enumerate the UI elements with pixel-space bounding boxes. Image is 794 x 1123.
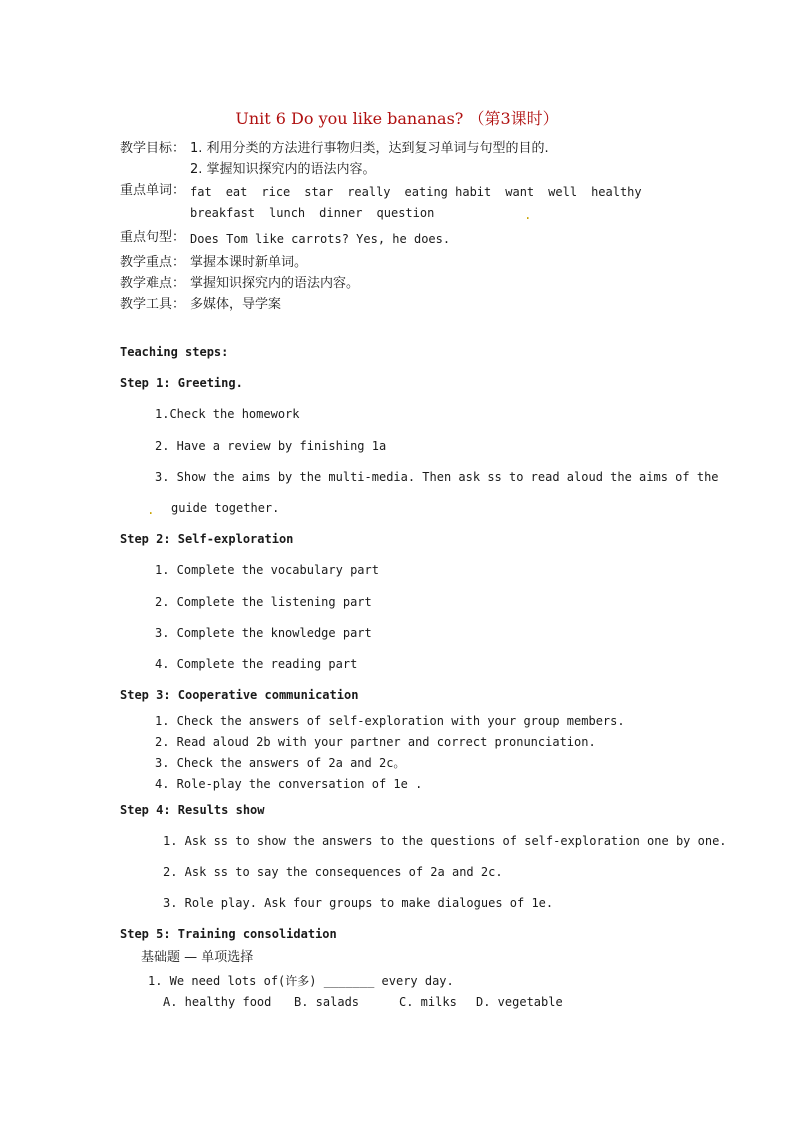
step-4-item: 2. Ask ss to say the consequences of 2a and 2c. [163,865,503,879]
step-2-title: Step 2: Self-exploration [120,532,294,546]
step-4-item: 3. Role play. Ask four groups to make dialogues of 1e. [163,896,554,910]
vocab-word: question [376,206,435,220]
page-title: Unit 6 Do you like bananas? （第3课时） [235,109,559,128]
option-a: A. healthy food [163,995,272,1009]
step-1-item: 1.Check the homework [155,407,300,421]
vocab-word: eating habit [404,185,492,199]
vocab-word: really [347,185,391,199]
vocab-row-2 [190,205,448,221]
step-1-item: 2. Have a review by finishing 1a [155,439,387,453]
vocab-word: eat [225,185,248,199]
vocab-word: rice [261,185,291,199]
step-2-item: 1. Complete the vocabulary part [155,563,379,577]
sentence-label: 重点句型： [120,230,186,245]
vocab-word: lunch [269,206,306,220]
step-1-item: guide together. [171,501,280,515]
vocab-word: healthy [591,185,642,199]
step-3-item: 1. Check the answers of self-exploration with your group members. [155,714,625,728]
key-sentence: Does Tom like carrots? Yes, he does. [190,232,451,246]
option-d: D. vegetable [476,995,563,1009]
step-3-item: 2. Read aloud 2b with your partner and correct pronunciation. [155,735,596,749]
difficult-point: 掌握知识探究内的语法内容。 [190,276,360,291]
vocab-word: want [505,185,535,199]
tools-label: 教学工具： [120,297,186,312]
step-2-item: 3. Complete the knowledge part [155,626,372,640]
stray-dot: . [147,502,155,517]
step-4-item: 1. Ask ss to show the answers to the questions of self-exploration one by one. [163,834,727,848]
exercise-question: 1. We need lots of(许多) _______ every day. [148,974,454,988]
vocab-word: star [304,185,334,199]
teaching-steps-heading: Teaching steps: [120,345,229,359]
vocab-word: fat [190,185,212,199]
step-3-title: Step 3: Cooperative communication [120,688,359,702]
difficult-point-label: 教学难点： [120,276,186,291]
step-3-item: 4. Role-play the conversation of 1e . [155,777,423,791]
vocab-row-1 [190,184,656,200]
vocab-label: 重点单词： [120,183,186,198]
vocab-word: breakfast [190,206,256,220]
step-3-item: 3. Check the answers of 2a and 2c。 [155,756,406,770]
goal-1: 1. 利用分类的方法进行事物归类，达到复习单词与句型的目的. [190,141,549,156]
option-b: B. salads [294,995,360,1009]
step-2-item: 2. Complete the listening part [155,595,372,609]
vocab-word: dinner [319,206,363,220]
step-1-title: Step 1: Greeting. [120,376,243,390]
step-4-title: Step 4: Results show [120,803,265,817]
goals-label: 教学目标： [120,141,186,156]
option-c: C. milks [399,995,457,1009]
exercise-heading: 基础题 — 单项选择 [141,950,254,965]
key-point: 掌握本课时新单词。 [190,255,308,270]
vocab-word: well [548,185,578,199]
key-point-label: 教学重点： [120,255,186,270]
goal-2: 2. 掌握知识探究内的语法内容。 [190,162,376,177]
step-1-item: 3. Show the aims by the multi-media. Then ask ss to read aloud the aims of the [155,470,719,484]
step-2-item: 4. Complete the reading part [155,657,358,671]
tools: 多媒体，导学案 [190,297,282,312]
step-5-title: Step 5: Training consolidation [120,927,337,941]
stray-dot: . [524,207,532,222]
